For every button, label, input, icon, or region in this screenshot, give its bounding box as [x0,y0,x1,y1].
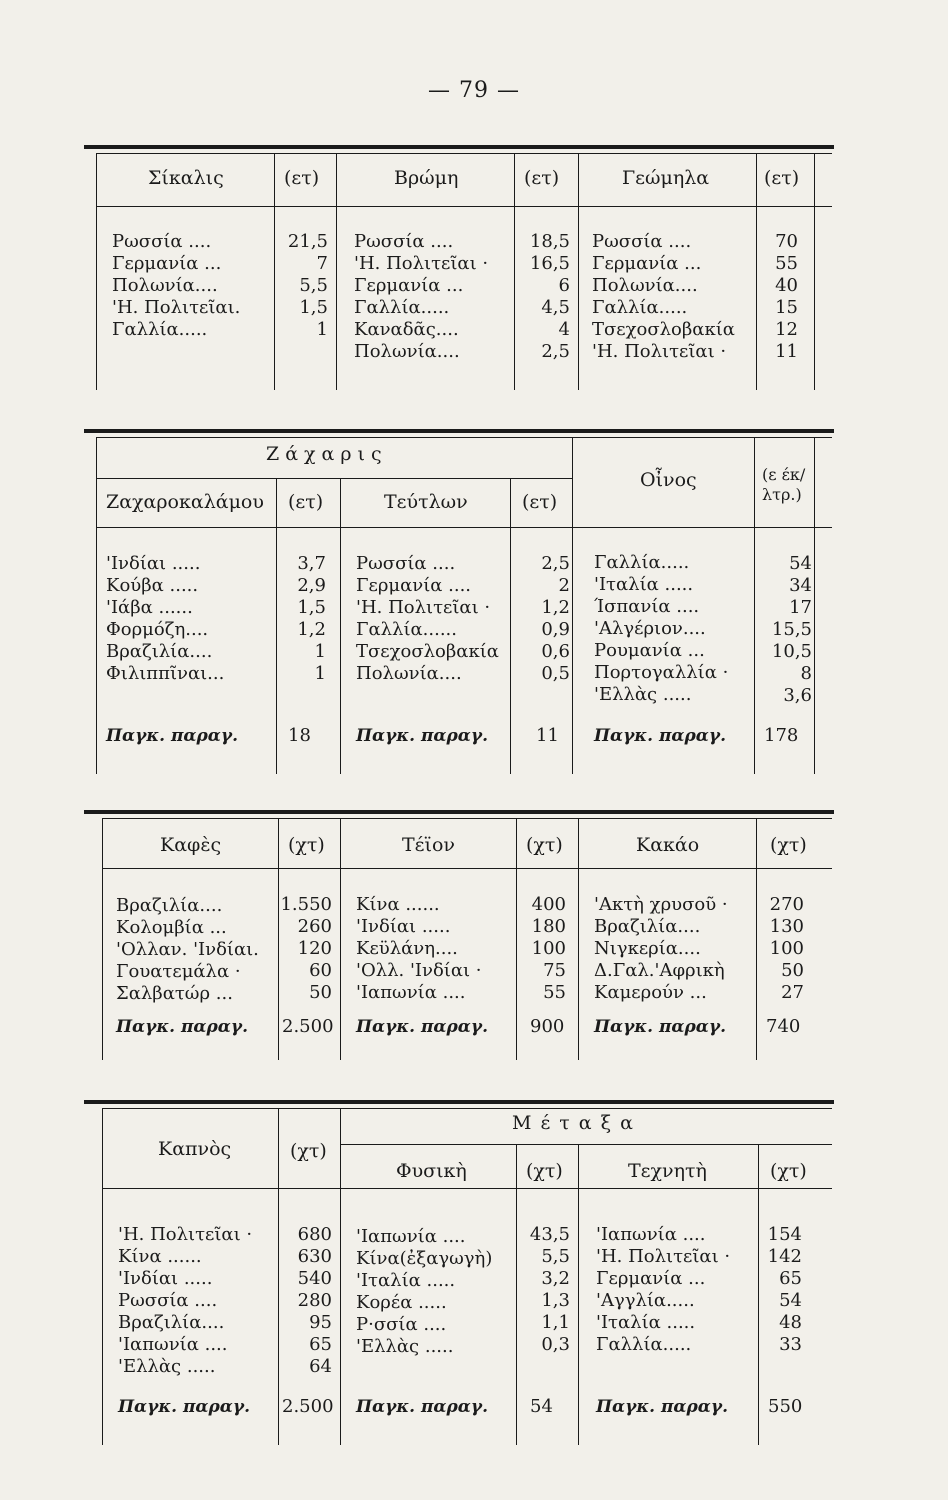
table-cell-country: 'Ιαπωνία .... [118,1334,228,1355]
table-cell-country: Κίνα(ἐξαγωγὴ) [356,1248,493,1269]
column-divider [96,437,97,774]
table-cell-value: 17 [789,597,812,618]
table-cell-value: 15,5 [771,619,812,640]
table-cell-country: 'Η. Πολιτεῖαι · [592,341,727,362]
table-cell-value: 1,1 [541,1312,570,1333]
table-cell-country: Πολωνία.... [592,275,698,296]
column-divider [340,1108,341,1445]
table-cell-country: Κεϋλάνη.... [356,938,458,959]
table-cell-value: 2,9 [297,575,326,596]
column-divider [516,818,517,1060]
table-cell-country: 'Ινδίαι ..... [356,916,451,937]
column-sugarcane-values [280,553,326,685]
table-cell-country: Ρουμανία ... [594,640,705,661]
table-cell-country: Γαλλία..... [592,297,688,318]
table-top-rule [84,1100,834,1104]
table-cell-country: Δ.Γαλ.'Αφρικὴ [594,960,725,981]
table-cell-value: 7 [316,253,328,274]
table-cell-value: 27 [781,982,804,1003]
header-unit: (χτ) [770,834,807,856]
total-value: 11 [536,725,559,746]
table-cell-value: 5,5 [299,275,328,296]
column-tobacco-values [280,1224,332,1378]
table-cell-country: 'Ολλαν. 'Ινδίαι. [116,939,259,960]
table-cell-value: 3,7 [297,553,326,574]
table-cell-country: Σαλβατώρ ... [116,983,233,1004]
header-sugarbeet: Τεύτλων [384,491,468,513]
header-oats: Βρώμη [394,167,459,189]
table-cell-value: 43,5 [529,1224,570,1245]
total-value: 18 [288,725,311,746]
table-cell-country: 'Ιταλία ..... [596,1312,696,1333]
total-label: Παγκ. παραγ. [118,1397,250,1417]
table-cell-country: 'Ιταλία ..... [594,574,694,595]
table-cell-country: 'Ιαπωνία .... [356,1226,466,1247]
total-label: Παγκ. παραγ. [356,1017,488,1037]
table-cell-country: Κορέα ..... [356,1292,447,1313]
table-cell-value: 100 [769,938,804,959]
total-value: 2.500 [282,1396,334,1417]
table-sub-rule [96,153,832,154]
table-cell-value: 1,5 [299,297,328,318]
header-tobacco: Καπνὸς [158,1138,232,1160]
column-divider [102,1108,103,1445]
table-cell-country: Βραζιλία.... [116,895,223,916]
column-cocoa-countries [594,894,728,1004]
table-coffee-tea-cocoa [84,810,834,1060]
column-wine-values [762,553,812,707]
column-potatoes-values [760,231,798,363]
table-cell-value: 15 [775,297,798,318]
table-cell-country: Ρ·σσία .... [356,1314,447,1335]
header-potatoes: Γεώμηλα [622,167,710,189]
table-sub-rule [102,818,832,819]
header-unit: (ετ) [288,491,324,513]
table-cell-country: Πολωνία.... [112,275,218,296]
total-value: 54 [530,1396,553,1417]
table-cell-country: 'Ελλὰς ..... [594,684,692,705]
table-cell-country: Γαλλία..... [354,297,450,318]
table-cell-value: 1,2 [297,619,326,640]
total-value: 740 [766,1016,801,1037]
table-cell-value: 8 [800,663,812,684]
table-cell-value: 180 [531,916,566,937]
column-divider [572,437,573,774]
table-cell-country: Κίνα ...... [118,1246,202,1267]
table-cell-country: 'Ελλὰς ..... [118,1356,216,1377]
table-cell-value: 60 [309,960,332,981]
table-cell-value: 1 [314,663,326,684]
header-tea: Τέϊον [402,834,455,856]
column-divider [814,153,815,390]
table-cell-value: 4,5 [541,297,570,318]
table-cell-value: 5,5 [541,1246,570,1267]
table-cell-country: Τσεχοσλοβακία [592,319,735,340]
table-cell-country: Κίνα ...... [356,894,440,915]
group-title-sugar: Ζάχαρις [266,443,388,465]
table-cell-value: 55 [543,982,566,1003]
table-cell-value: 50 [781,960,804,981]
table-cell-country: 'Ιάβα ...... [106,597,193,618]
total-label: Παγκ. παραγ. [596,1397,728,1417]
table-cell-value: 2,5 [541,341,570,362]
table-cell-value: 400 [531,894,566,915]
header-unit: (χτ) [288,834,325,856]
column-rye-values [280,231,328,341]
total-label: Παγκ. παραγ. [594,726,726,746]
header-unit: (ετ) [522,491,558,513]
table-cell-country: Πολωνία.... [356,663,462,684]
header-unit: (ετ) [764,167,800,189]
table-cell-country: 'Η. Πολιτεῖαι · [118,1224,253,1245]
column-sugarbeet-values [514,553,570,685]
table-cell-value: 48 [779,1312,802,1333]
table-cell-value: 10,5 [771,641,812,662]
table-tobacco-silk [84,1100,834,1445]
column-divider [756,818,757,1060]
header-sugarcane: Ζαχαροκαλάμου [106,491,264,513]
table-cell-value: 2,5 [541,553,570,574]
table-cell-country: Βραζιλία.... [118,1312,225,1333]
table-cell-value: 18,5 [529,231,570,252]
table-cell-value: 1,3 [541,1290,570,1311]
column-cocoa-values [760,894,804,1004]
table-sub-rule [102,1108,832,1109]
table-cell-country: Ίσπανία .... [594,596,700,617]
header-rule [96,206,832,207]
table-cell-country: 'Η. Πολιτεῖαι · [356,597,491,618]
table-cell-value: 1.550 [280,894,332,915]
header-unit: (ετ) [524,167,560,189]
table-cell-value: 70 [775,231,798,252]
header-unit: (χτ) [526,834,563,856]
table-cell-value: 33 [779,1334,802,1355]
table-cell-value: 680 [297,1224,332,1245]
column-divider [578,818,579,1060]
column-divider [102,818,103,1060]
column-natural-silk-values [518,1224,570,1356]
header-unit: (χτ) [770,1160,807,1182]
column-oats-countries [354,231,488,363]
table-cell-country: Πολωνία.... [354,341,460,362]
header-unit: (χτ) [526,1160,563,1182]
total-value: 550 [768,1396,803,1417]
table-cell-value: 0,6 [541,641,570,662]
header-unit: (χτ) [290,1140,327,1162]
total-value: 900 [530,1016,565,1037]
table-cell-country: Καναδᾶς.... [354,319,459,340]
table-cell-value: 50 [309,982,332,1003]
header-natural-silk: Φυσικὴ [396,1160,467,1182]
column-natural-silk-countries [356,1224,492,1356]
column-divider [96,153,97,390]
table-cell-value: 1,5 [297,597,326,618]
table-cell-country: Γαλλία..... [596,1334,692,1355]
table-cell-country: Γερμανία ... [596,1268,706,1289]
table-cell-country: 'Ιαπωνία .... [356,982,466,1003]
column-wine-countries [594,553,728,707]
header-wine: Οἶνος [640,469,697,491]
table-cell-value: 54 [779,1290,802,1311]
table-cell-country: Γερμανία ... [112,253,222,274]
table-cell-country: Ρωσσία .... [112,231,212,252]
table-cell-value: 75 [543,960,566,981]
column-divider [340,478,341,774]
total-label: Παγκ. παραγ. [356,1397,488,1417]
table-cell-country: Γερμανία ... [354,275,464,296]
table-cell-country: 'Ινδίαι ..... [106,553,201,574]
table-cell-country: Καμερούν ... [594,982,707,1003]
table-cell-value: 95 [309,1312,332,1333]
table-cell-value: 6 [558,275,570,296]
column-artificial-silk-values [762,1224,802,1356]
column-divider [516,1144,517,1445]
table-cell-value: 630 [297,1246,332,1267]
column-artificial-silk-countries [596,1224,730,1356]
page-number: — 79 — [428,78,520,103]
table-cell-country: Φορμόζη.... [106,619,209,640]
table-cell-value: 65 [309,1334,332,1355]
column-divider [336,153,337,390]
table-cell-value: 280 [297,1290,332,1311]
column-divider [274,153,275,390]
table-cell-value: 1,2 [541,597,570,618]
total-label: Παγκ. παραγ. [116,1017,248,1037]
header-rule [102,1188,832,1189]
column-tobacco-countries [118,1224,252,1378]
table-cell-value: 1 [316,319,328,340]
table-cell-country: 'Ολλ. 'Ινδίαι · [356,960,482,981]
table-cell-country: 'Ελλὰς ..... [356,1336,454,1357]
table-cell-country: Ρωσσία .... [118,1290,218,1311]
table-cell-country: 'Ιταλία ..... [356,1270,456,1291]
column-divider [340,818,341,1060]
total-label: Παγκ. παραγ. [106,726,238,746]
header-rye: Σίκαλις [148,167,224,189]
column-sugarcane-countries [106,553,224,685]
table-cell-value: 0,9 [541,619,570,640]
table-cell-value: 3,6 [783,685,812,706]
total-value: 2.500 [282,1016,334,1037]
table-cell-value: 540 [297,1268,332,1289]
column-divider [276,478,277,774]
table-cell-country: 'Ακτὴ χρυσοῦ · [594,894,728,915]
column-divider [578,153,579,390]
table-cell-country: Γερμανία ... [592,253,702,274]
table-cell-value: 100 [531,938,566,959]
column-divider [514,153,515,390]
group-title-silk: Μέταξα [512,1112,642,1134]
table-cell-value: 12 [775,319,798,340]
table-cell-country: Κολομβία ... [116,917,227,938]
table-cell-country: Νιγκερία.... [594,938,701,959]
table-top-rule [84,429,834,433]
table-top-rule [84,145,834,149]
group-rule [96,478,572,479]
header-rule [102,868,832,869]
column-tea-countries [356,894,482,1004]
table-cell-country: Κούβα ..... [106,575,199,596]
table-cell-value: 54 [789,553,812,574]
table-cell-value: 64 [309,1356,332,1377]
table-cell-value: 0,3 [541,1334,570,1355]
table-cell-value: 55 [775,253,798,274]
column-potatoes-countries [592,231,735,363]
table-cell-country: Γαλλία...... [356,619,458,640]
header-rule [96,527,832,528]
table-sub-rule [96,437,832,438]
column-tea-values [520,894,566,1004]
table-cell-country: 'Ινδίαι ..... [118,1268,213,1289]
table-cell-country: Ρωσσία .... [354,231,454,252]
table-cell-value: 260 [297,916,332,937]
table-cell-country: Γαλλία..... [112,319,208,340]
table-cell-value: 1 [314,641,326,662]
table-cell-country: Γερμανία .... [356,575,472,596]
table-cell-country: Γουατεμάλα · [116,961,241,982]
table-cell-value: 3,2 [541,1268,570,1289]
table-cell-country: Πορτογαλλία · [594,662,729,683]
column-divider [814,437,815,774]
header-coffee: Καφὲς [160,834,222,856]
column-divider [510,478,511,774]
header-artificial-silk: Τεχνητὴ [628,1160,707,1182]
table-cell-country: Βραζιλία.... [106,641,213,662]
total-label: Παγκ. παραγ. [594,1017,726,1037]
table-cell-country: 'Η. Πολιτεῖαι · [596,1246,731,1267]
table-cell-country: Ρωσσία .... [356,553,456,574]
column-divider [278,818,279,1060]
column-coffee-values [280,894,332,1004]
table-cell-value: 130 [769,916,804,937]
table-cell-country: 'Αγγλία..... [596,1290,695,1311]
table-cell-value: 142 [767,1246,802,1267]
table-cell-value: 40 [775,275,798,296]
header-cocoa: Κακάο [636,834,700,856]
header-unit-hectolitres: (ε έκ/ λτρ.) [762,465,806,504]
column-divider [756,153,757,390]
table-cell-country: Γαλλία..... [594,552,690,573]
table-top-rule [84,810,834,814]
column-divider [758,1144,759,1445]
table-cell-country: Τσεχοσλοβακία [356,641,499,662]
table-cell-value: 65 [779,1268,802,1289]
column-divider [278,1108,279,1445]
table-cell-country: Φιλιππῖναι... [106,663,225,684]
table-rye-oats-potatoes [84,145,834,390]
table-cell-value: 0,5 [541,663,570,684]
table-cell-value: 4 [558,319,570,340]
column-coffee-countries [116,894,259,1004]
column-divider [578,1144,579,1445]
table-cell-value: 34 [789,575,812,596]
table-cell-country: 'Αλγέριον.... [594,618,706,639]
total-label: Παγκ. παραγ. [356,726,488,746]
table-cell-value: 270 [769,894,804,915]
table-cell-value: 16,5 [529,253,570,274]
table-cell-value: 2 [558,575,570,596]
column-divider [754,437,755,774]
header-unit: (ετ) [284,167,320,189]
table-sugar-wine [84,429,834,774]
column-oats-values [518,231,570,363]
table-cell-country: Βραζιλία.... [594,916,701,937]
table-cell-value: 120 [297,938,332,959]
table-cell-country: 'Η. Πολιτεῖαι · [354,253,489,274]
table-cell-value: 154 [767,1224,802,1245]
table-cell-country: 'Ιαπωνία .... [596,1224,706,1245]
table-cell-country: Ρωσσία .... [592,231,692,252]
column-sugarbeet-countries [356,553,499,685]
column-rye-countries [112,231,240,341]
table-cell-country: 'Η. Πολιτεῖαι. [112,297,241,318]
table-cell-value: 21,5 [287,231,328,252]
table-cell-value: 11 [775,341,798,362]
total-value: 178 [764,725,799,746]
